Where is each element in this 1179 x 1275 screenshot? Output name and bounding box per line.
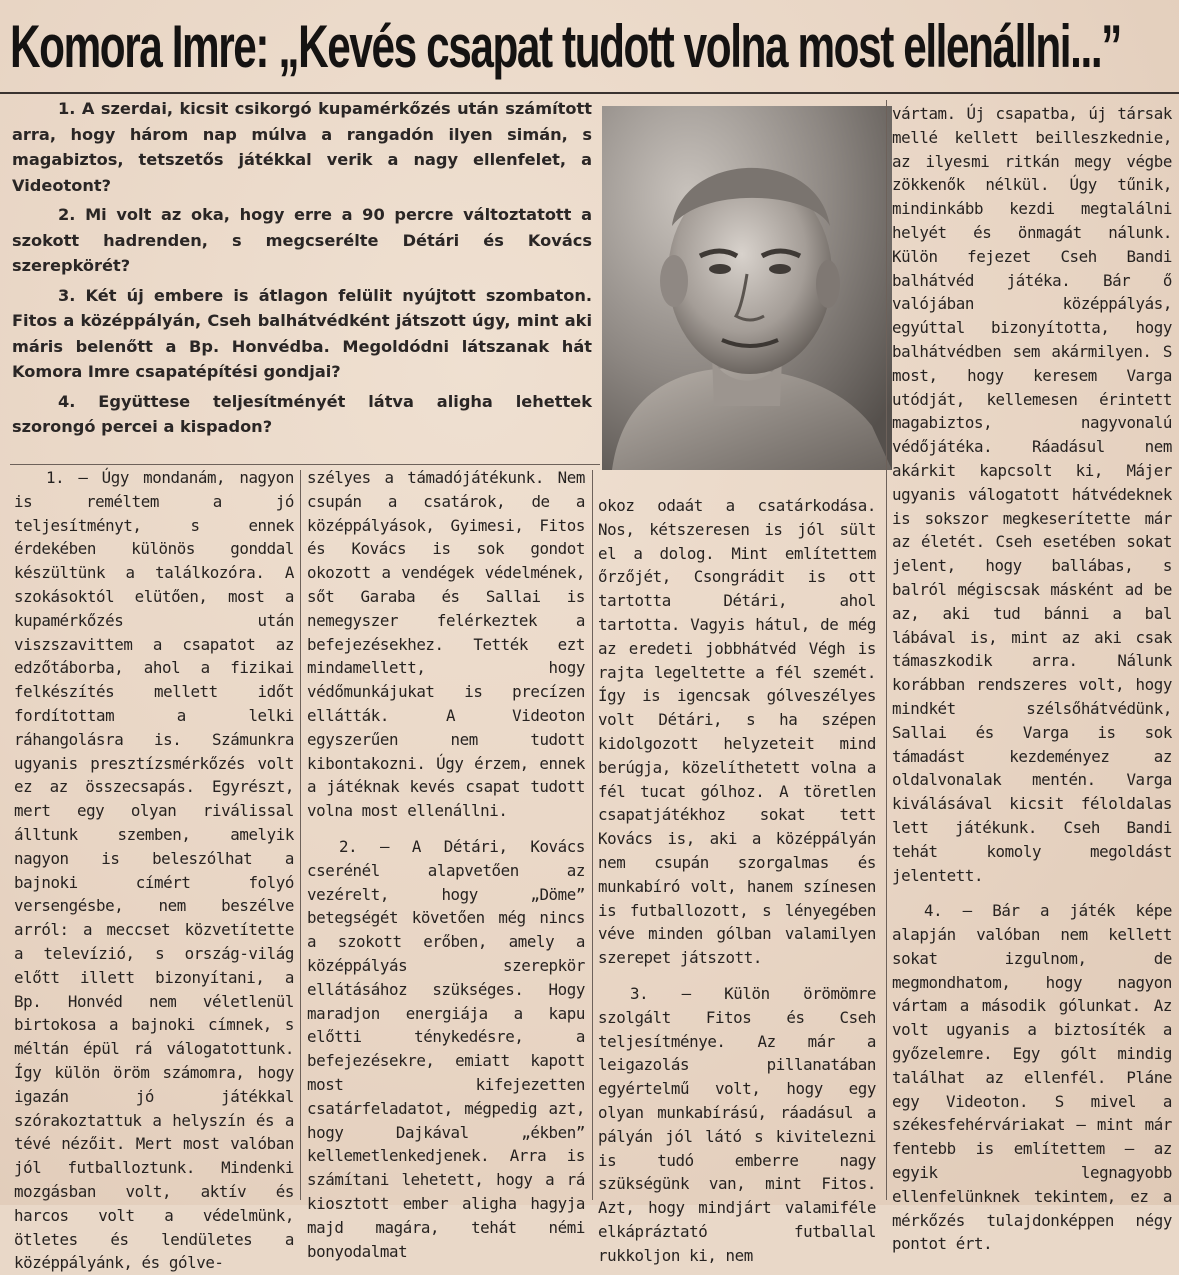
portrait-photo	[602, 106, 892, 470]
column-divider-3	[886, 100, 887, 1200]
answer-1-part-2: szélyes a támadójátékunk. Nem csupán a csatárok, de a középpályások, Gyimesi, Fitos és Kovács is sok gondot okozott a vendégek védelmének, sőt Garaba és Sallai is nemegyszer felérkeztek a befejezésekhez. Tették ezt mindamellett, hogy védőmunkájukat is precízen ellátták. A Videoton egyszerűen nem tudott kibontakozni. Úgy érzem, ennek a játéknak kevés csapat tudott volna most ellenállni.	[307, 468, 585, 821]
headline-rule	[0, 92, 1179, 94]
column-divider-1	[300, 470, 301, 1200]
question-3: 3. Két új embere is átlagon felülit nyújtott szombaton. Fitos a középpályán, Cseh balhátvédként játszott úgy, mint aki máris belenőtt a Bp. Honvédba. Megoldódni látszanak hát Komora Imre csapatépítési gondjai?	[12, 285, 592, 381]
answer-4: 4. — Bár a játék képe alapján valóban nem kellett sokat izgulnom, de megmondhatom, hogy nagyon vártam a második gólunkat. Az volt ugyanis a biztosíték a győzelemre. Egy gólt mindig találhat az ellenfél. Pláne egy Videoton. S mivel a székesfehérváriakat — mint már fentebb is említettem — az egyik legnagyobb ellenfelünknek tekintem, ez a mérkőzés tulajdonképpen négy pontot ért.	[892, 901, 1172, 1254]
question-2: 2. Mi volt az oka, hogy erre a 90 percre változtatott a szokott hadrenden, s megcserélte Détári és Kovács szerepkörét?	[12, 205, 592, 275]
article-column-3	[598, 494, 876, 1268]
answer-3-part-1: 3. — Külön örömömre szolgált Fitos és Cseh teljesítménye. Az már a leigazolás pillanatában egyértelmű volt, hogy egy olyan munkabírású, ráadásul a pályán jól látó s kivitelezni is tudó emberre nagy szükségünk van, mint Fitos. Azt, hogy mindjárt valamiféle elkápráztató futballal rukkoljon ki, nem	[598, 983, 876, 1265]
article-column-4	[892, 102, 1172, 1256]
answer-1-part-1: 1. — Úgy mondanám, nagyon is reméltem a jó teljesítményt, s ennek érdekében különös gonddal készültünk a találkozóra. A szokásoktól elütően, most a kupamérkőzés után viszszavittem a csapatot az edzőtáborba, ahol a fizikai felkészítés mellett időt fordítottam a lelki ráhangolásra is. Számunkra ugyanis presztízsmérkőzés volt ez az összecsapás. Egyrészt, mert egy olyan riválissal álltunk szemben, amelyik nagyon is beleszólhat a bajnoki címért folyó versengésbe, nem beszélve arról: a meccset közvetítette a televízió, s ország-világ előtt illett bizonyítani, a Bp. Honvéd nem véletlenül birtokosa a bajnoki címnek, s méltán épül rá válogatottunk. Így külön öröm számomra, hogy igazán jó játékkal szórakoztattuk a helyszín és a tévé nézőit. Mert most valóban jól futballoztunk. Mindenki mozgásban volt, aktív és harcos volt a védelmünk, ötletes és lendületes a középpályánk, és gólve-	[14, 468, 294, 1273]
portrait-illustration	[602, 106, 892, 470]
article-column-1	[14, 466, 294, 1275]
question-1: 1. A szerdai, kicsit csikorgó kupamérkőzés után számított arra, hogy három nap múlva a rangadón ilyen simán, s magabiztos, tetszetős játékkal verik a nagy ellenfelet, a Videotont?	[12, 99, 592, 195]
intro-rule	[10, 464, 600, 465]
article-column-2	[307, 466, 585, 1263]
intro-questions	[12, 96, 592, 444]
answer-3-part-2: vártam. Új csapatba, új társak mellé kellett beilleszkednie, az ilyesmi ritkán megy végbe zökkenők nélkül. Úgy tűnik, mindinkább kezdi megtalálni helyét és önmagát nálunk. Külön fejezet Cseh Bandi balhátvéd játéka. Bár ő valójában középpályás, egyúttal bizonyította, hogy balhátvédben sem akármilyen. S most, hogy keresem Varga utódját, kellemesen érintett magabiztos, nagyvonalú védőjátéka. Ráadásul nem akárkit kapcsolt ki, Májer ugyanis válogatott hátvédeknek is sokszor megkeserítette már az életét. Cseh esetében sokat jelent, hogy ballábas, s balról mégiscsak másként ad be az, aki tud bánni a bal lábával is, mint az aki csak támaszkodik arra. Nálunk korábban rendszeres volt, hogy mindkét szélsőhátvédünk, Sallai és Varga is sok támadást kezdeményez az oldalvonalak mentén. Varga kiválásával kicsit féloldalas lett játékunk. Cseh Bandi tehát komoly megoldást jelentett.	[892, 104, 1172, 885]
question-4: 4. Együttese teljesítményét látva aligha lehettek szorongó percei a kispadon?	[12, 391, 592, 436]
column-divider-2	[592, 470, 593, 1200]
headline: Komora Imre: „Kevés csapat tudott volna most ellenállni...”	[10, 13, 1121, 80]
answer-2-part-1: 2. — A Détári, Kovács cserénél alapvetően az vezérelt, hogy „Döme” betegségét követően még nincs a szokott erőben, amely a középpályás szerepkör ellátásához szükséges. Hogy maradjon energiája a kapu előtti ténykedésre, a befejezésekre, emiatt kapott most kifejezetten csatárfeladatot, mégpedig azt, hogy Dajkával „ékben” kellemetlenkedjenek. Arra is számítani lehetett, hogy a rá kiosztott ember aligha hagyja majd magára, tehát némi bonyodalmat	[307, 836, 585, 1261]
answer-2-part-2: okoz odaát a csatárkodása. Nos, kétszeresen is jól sült el a dolog. Mint említettem őrzőjét, Csongrádit is ott tartotta Détári, ahol tartotta. Vagyis hátul, de még az eredeti jobbhátvéd Végh is rajta legeltette a fél szemét. Így is igencsak gólveszélyes volt Détári, s ha szépen kidolgozott helyzeteit mind berúgja, közelíthetett volna a fél tucat gólhoz. A töretlen csapatjátékhoz sokat tett Kovács is, aki a középpályán nem csupán szorgalmas és munkabíró volt, hanem színesen is futballozott, s lényegében véve minden gólban valamilyen szerepet játszott.	[598, 496, 876, 968]
